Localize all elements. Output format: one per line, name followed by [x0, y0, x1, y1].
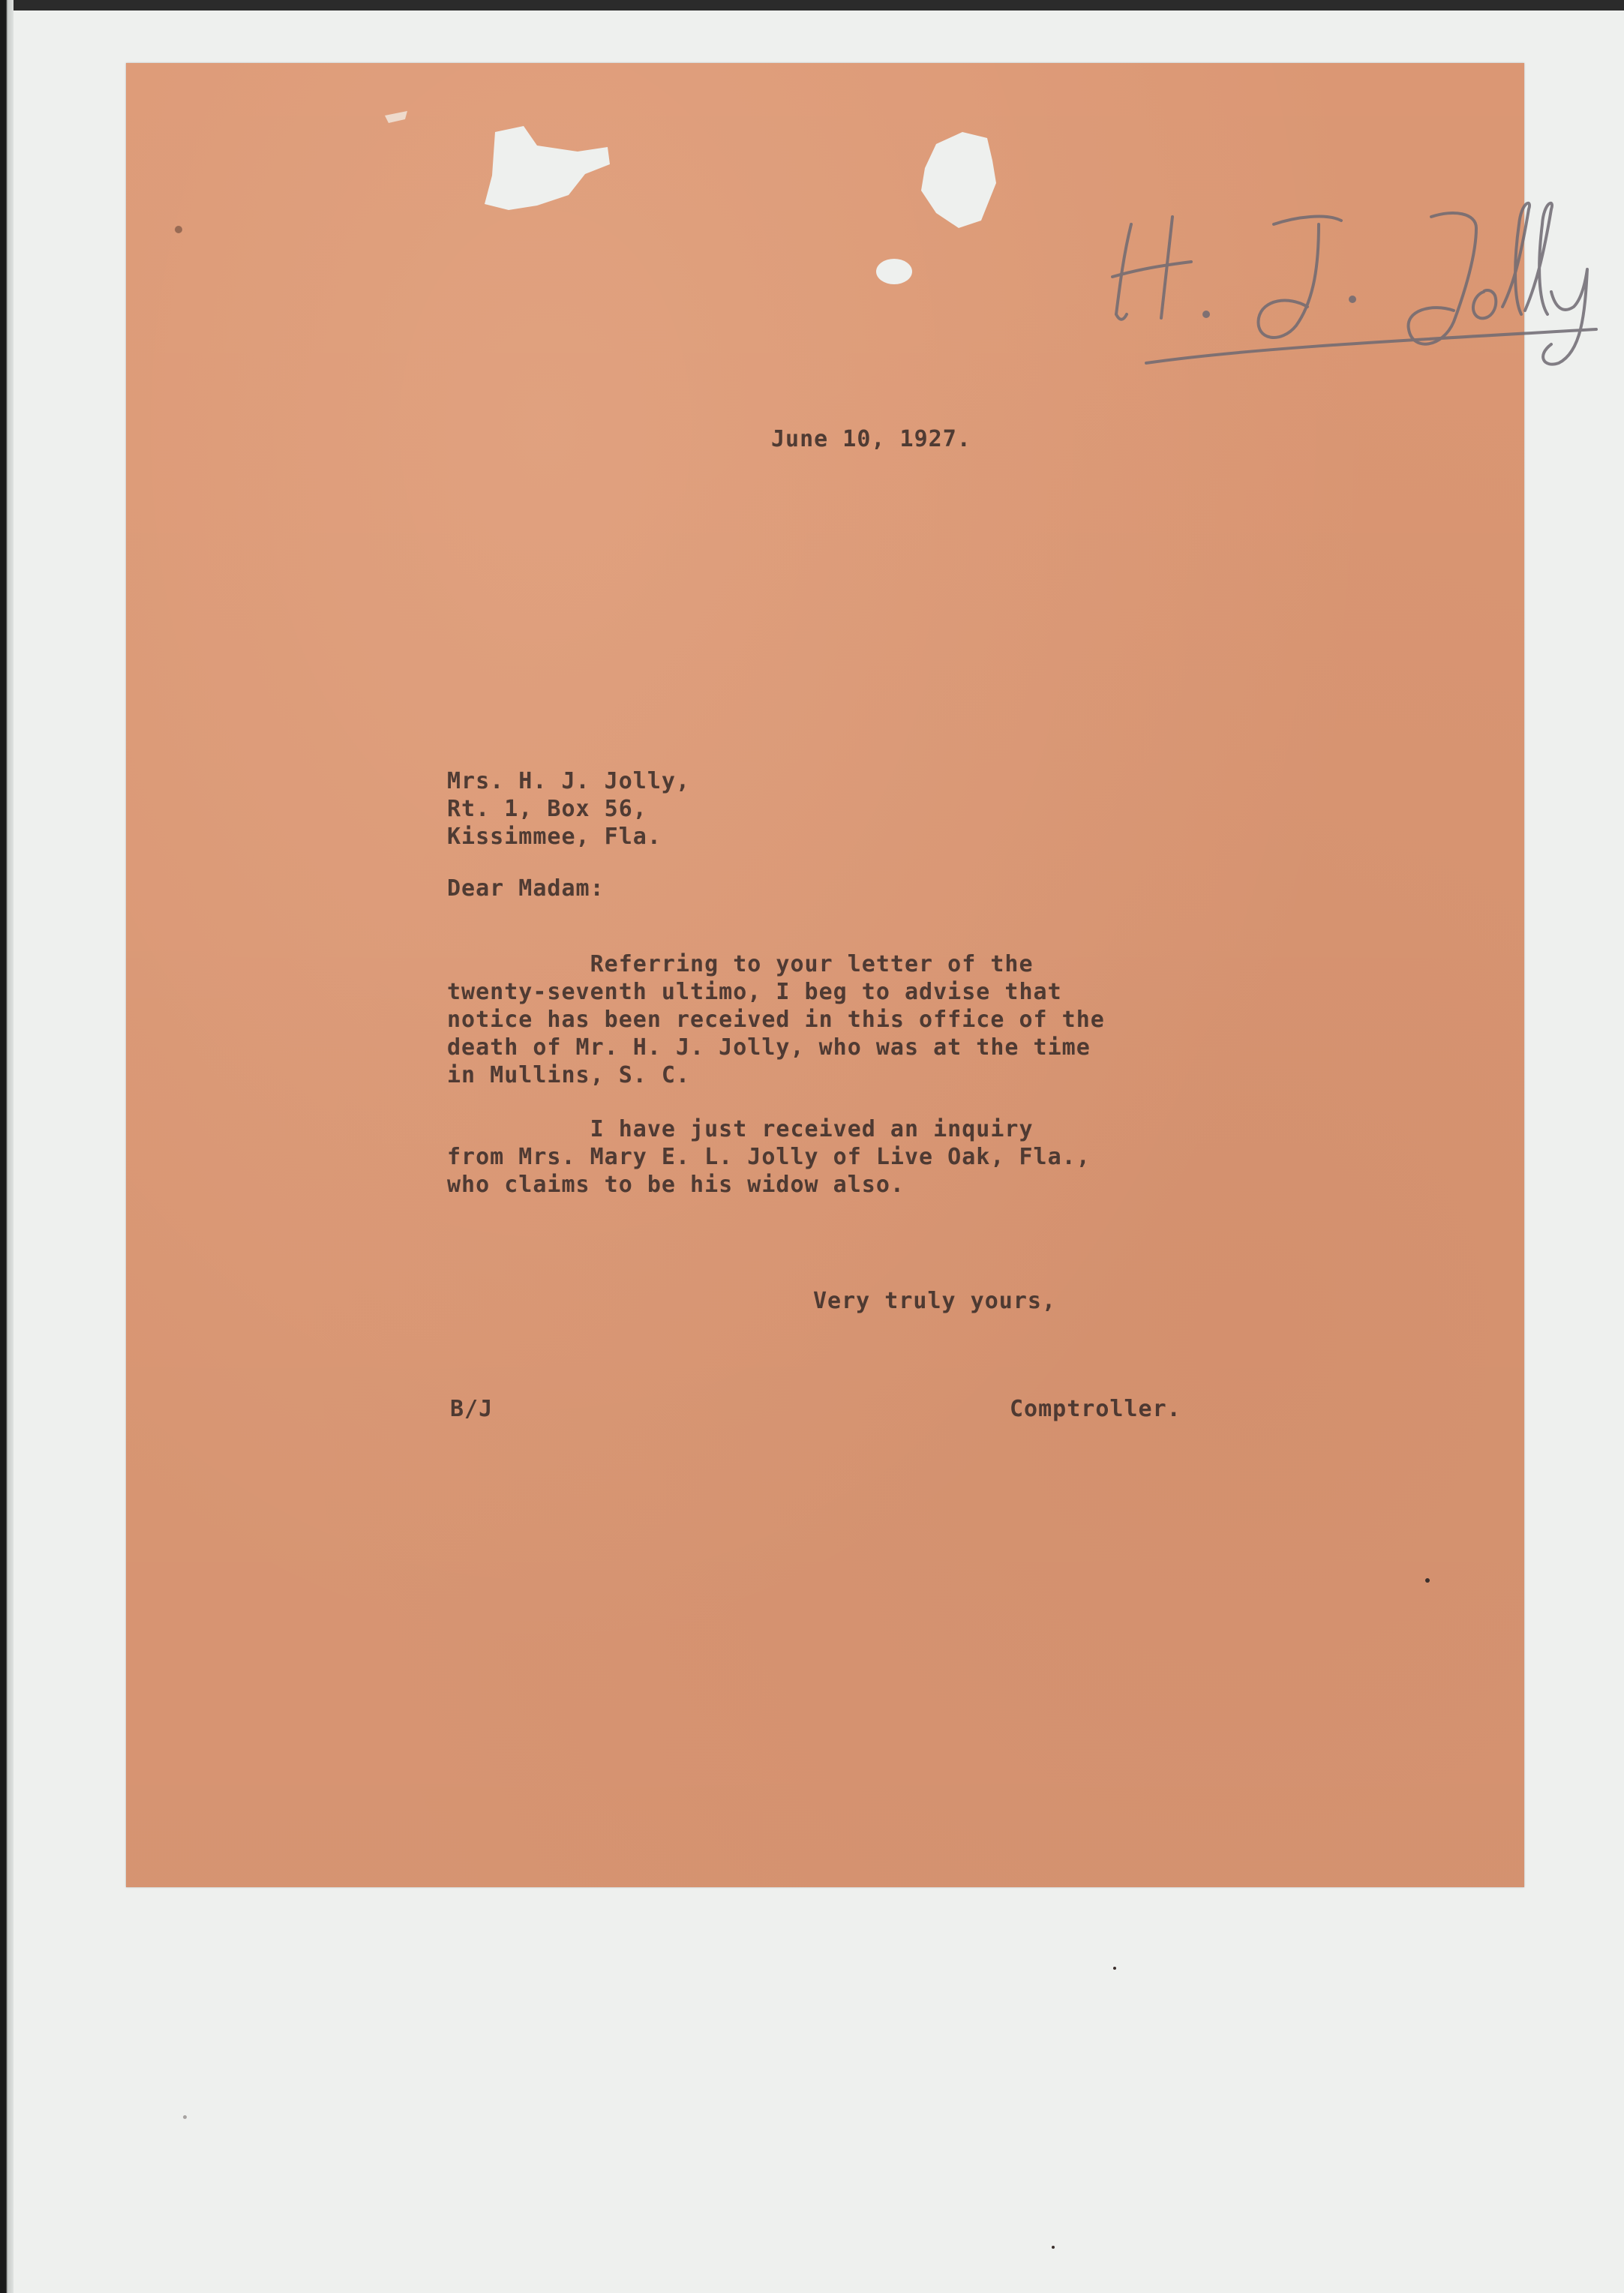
body-line: who claims to be his widow also. — [447, 1172, 905, 1198]
body-line: notice has been received in this office of the — [447, 1007, 1105, 1033]
speck — [1113, 1967, 1116, 1970]
closing: Very truly yours, — [813, 1288, 1057, 1314]
handwritten-annotation — [1101, 194, 1611, 374]
speck — [183, 2115, 187, 2119]
body-line: Referring to your letter of the — [447, 951, 1034, 977]
signatory-title: Comptroller. — [1010, 1396, 1181, 1422]
recipient-line: Rt. 1, Box 56, — [447, 796, 647, 822]
speck — [1052, 2246, 1055, 2249]
recipient-line: Kissimmee, Fla. — [447, 824, 662, 850]
scan-border-left — [0, 0, 14, 2293]
body-line: twenty-seventh ultimo, I beg to advise that — [447, 979, 1062, 1005]
letter-date: June 10, 1927. — [771, 426, 971, 452]
salutation: Dear Madam: — [447, 875, 605, 902]
body-line: death of Mr. H. J. Jolly, who was at the time — [447, 1034, 1091, 1061]
recipient-line: Mrs. H. J. Jolly, — [447, 768, 691, 794]
body-line: from Mrs. Mary E. L. Jolly of Live Oak, Fla., — [447, 1144, 1091, 1170]
typist-initials: B/J — [450, 1396, 494, 1422]
body-line: I have just received an inquiry — [447, 1116, 1034, 1142]
letter-sheet — [126, 63, 1524, 1887]
body-line: in Mullins, S. C. — [447, 1062, 691, 1088]
scan-border-top — [0, 0, 1624, 11]
speck — [1425, 1578, 1430, 1583]
